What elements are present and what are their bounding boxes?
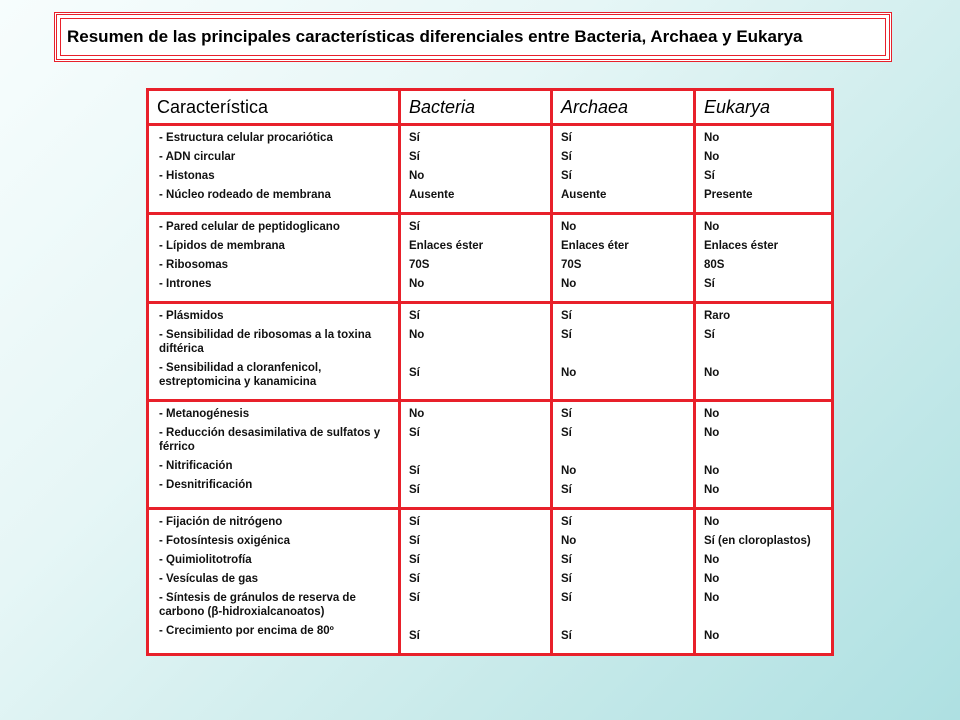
feature-item: - Fijación de nitrógeno [159, 516, 283, 528]
feature-item: - Crecimiento por encima de 80º [159, 625, 334, 637]
comparison-table [146, 88, 834, 656]
value-item: No [704, 151, 720, 163]
value-item: Raro [704, 310, 731, 322]
eukarya-cell [695, 401, 833, 509]
bacteria-cell [400, 509, 552, 655]
spacer [704, 347, 825, 361]
feature-item: - Fotosíntesis oxigénica [159, 535, 290, 547]
value-item: 70S [561, 259, 582, 271]
value-item: No [409, 329, 425, 341]
value-item: No [704, 427, 720, 439]
spacer [409, 610, 544, 624]
archaea-cell [552, 214, 695, 303]
value-item: Sí [409, 484, 420, 496]
table-row [148, 214, 833, 303]
spacer [561, 445, 687, 459]
feature-item: - Pared celular de peptidoglicano [159, 221, 340, 233]
value-item: Sí [409, 554, 420, 566]
feature-item: - Sensibilidad a cloranfenicol, estreptomicina y kanamicina [159, 362, 322, 388]
feature-item: - Síntesis de gránulos de reserva de carbono (β-hidroxialcanoatos) [159, 592, 356, 618]
value-item: Sí (en cloroplastos) [704, 535, 811, 547]
spacer [409, 445, 544, 459]
value-item: No [561, 367, 577, 379]
eukarya-cell [695, 214, 833, 303]
feature-item: - Histonas [159, 170, 215, 182]
header-bacteria: Bacteria [400, 90, 552, 125]
feature-item: - Lípidos de membrana [159, 240, 285, 252]
feature-cell [148, 125, 400, 214]
value-item: 70S [409, 259, 430, 271]
value-item: Sí [561, 151, 572, 163]
value-item: No [561, 465, 577, 477]
value-item: No [704, 132, 720, 144]
title-box [54, 12, 892, 62]
value-item: Sí [409, 592, 420, 604]
value-item: No [704, 408, 720, 420]
value-item: No [704, 465, 720, 477]
page-title: Resumen de las principales características diferenciales entre Bacteria, Archaea y Eukarya [67, 27, 803, 46]
value-item: No [704, 221, 720, 233]
value-item: Enlaces éster [409, 240, 484, 252]
feature-item: - ADN circular [159, 151, 236, 163]
value-item: No [409, 408, 425, 420]
feature-item: - Sensibilidad de ribosomas a la toxina diftérica [159, 329, 372, 355]
archaea-cell [552, 401, 695, 509]
value-item: No [704, 516, 720, 528]
header-caracteristica: Característica [148, 90, 400, 125]
spacer [561, 347, 687, 361]
value-item: Sí [704, 170, 715, 182]
value-item: Sí [409, 465, 420, 477]
table-row [148, 509, 833, 655]
spacer [704, 610, 825, 624]
feature-item: - Núcleo rodeado de membrana [159, 189, 331, 201]
value-item: Sí [561, 170, 572, 182]
value-item: Enlaces éster [704, 240, 779, 252]
feature-item: - Desnitrificación [159, 479, 253, 491]
feature-cell [148, 303, 400, 401]
value-item: Sí [561, 132, 572, 144]
value-item: Sí [561, 573, 572, 585]
value-item: Sí [561, 329, 572, 341]
feature-item: - Ribosomas [159, 259, 229, 271]
bacteria-cell [400, 303, 552, 401]
archaea-cell [552, 303, 695, 401]
value-item: Sí [409, 132, 420, 144]
value-item: No [704, 554, 720, 566]
value-item: No [561, 535, 577, 547]
spacer [409, 347, 544, 361]
eukarya-cell [695, 303, 833, 401]
value-item: Enlaces éter [561, 240, 629, 252]
table-row [148, 303, 833, 401]
value-item: Sí [409, 367, 420, 379]
header-archaea: Archaea [552, 90, 695, 125]
bacteria-cell [400, 401, 552, 509]
value-item: No [561, 278, 577, 290]
value-item: Sí [409, 630, 420, 642]
value-item: Sí [561, 427, 572, 439]
value-item: Sí [409, 535, 420, 547]
value-item: Sí [561, 554, 572, 566]
table-row [148, 401, 833, 509]
table-header-row [148, 90, 833, 125]
archaea-cell [552, 125, 695, 214]
value-item: No [704, 484, 720, 496]
value-item: No [409, 278, 425, 290]
feature-item: - Intrones [159, 278, 212, 290]
value-item: Presente [704, 189, 753, 201]
value-item: No [704, 367, 720, 379]
value-item: Sí [561, 592, 572, 604]
value-item: No [409, 170, 425, 182]
value-item: No [561, 221, 577, 233]
value-item: No [704, 592, 720, 604]
value-item: Sí [704, 278, 715, 290]
value-item: 80S [704, 259, 725, 271]
value-item: Sí [561, 630, 572, 642]
value-item: Ausente [409, 189, 455, 201]
table-row [148, 125, 833, 214]
value-item: Sí [561, 484, 572, 496]
feature-item: - Quimiolitotrofía [159, 554, 252, 566]
value-item: No [704, 573, 720, 585]
value-item: Sí [409, 573, 420, 585]
feature-item: - Estructura celular procariótica [159, 132, 333, 144]
value-item: Ausente [561, 189, 607, 201]
value-item: Sí [561, 310, 572, 322]
feature-cell [148, 509, 400, 655]
archaea-cell [552, 509, 695, 655]
value-item: Sí [704, 329, 715, 341]
bacteria-cell [400, 214, 552, 303]
eukarya-cell [695, 509, 833, 655]
value-item: Sí [409, 221, 420, 233]
feature-item: - Nitrificación [159, 460, 233, 472]
feature-item: - Reducción desasimilativa de sulfatos y férrico [159, 427, 381, 453]
value-item: Sí [561, 516, 572, 528]
value-item: Sí [409, 516, 420, 528]
value-item: Sí [409, 151, 420, 163]
value-item: Sí [409, 427, 420, 439]
feature-item: - Vesículas de gas [159, 573, 259, 585]
spacer [561, 610, 687, 624]
feature-item: - Plásmidos [159, 310, 224, 322]
feature-cell [148, 401, 400, 509]
spacer [704, 445, 825, 459]
value-item: Sí [561, 408, 572, 420]
feature-cell [148, 214, 400, 303]
eukarya-cell [695, 125, 833, 214]
bacteria-cell [400, 125, 552, 214]
value-item: Sí [409, 310, 420, 322]
value-item: No [704, 630, 720, 642]
header-eukarya: Eukarya [695, 90, 833, 125]
feature-item: - Metanogénesis [159, 408, 250, 420]
